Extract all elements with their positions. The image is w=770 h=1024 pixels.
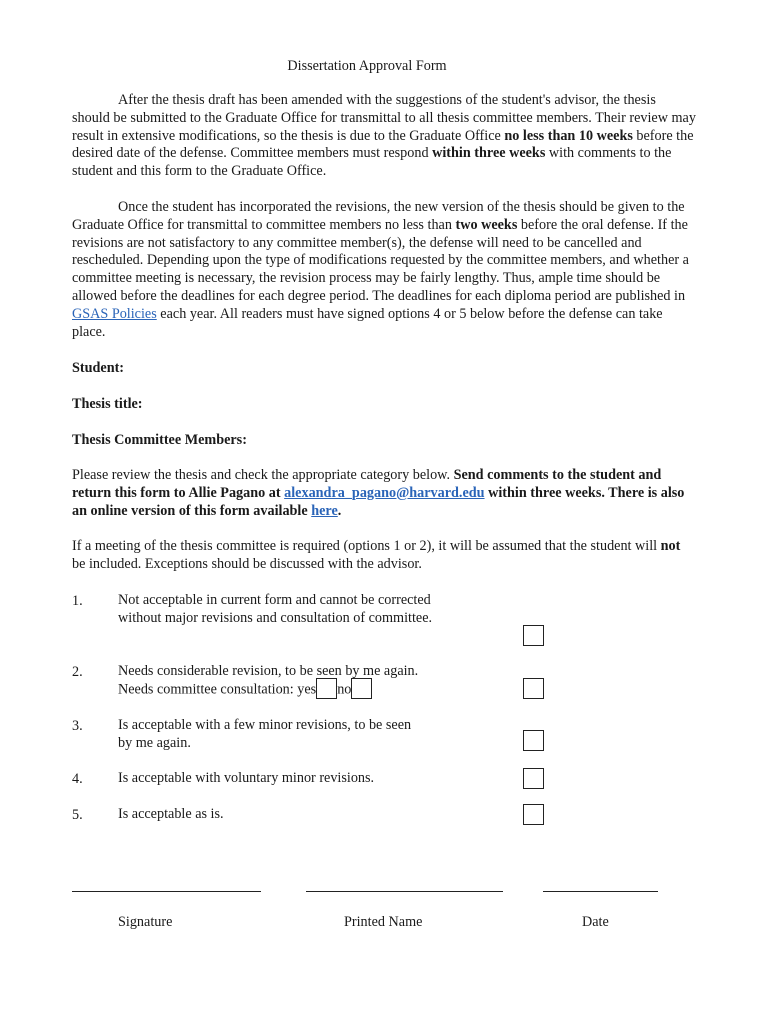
return-instructions: Send comments to the student and return this form to Allie Pagano at alexandra_pagano@harvard.edu within three weeks. There is also an online version of this form available here. <box>72 467 685 519</box>
gsas-policies-link[interactable]: GSAS Policies <box>72 305 157 322</box>
date-label: Date <box>582 914 609 930</box>
review-instructions: Please review the thesis and check the appropriate category below. Send comments to the student and return this form to Allie Pagano at alexandra_pagano@harvard.edu within three weeks. There is also an online version of this form available here. <box>72 467 685 519</box>
meeting-note: If a meeting of the thesis committee is required (options 1 or 2), it will be assumed that the student will not be included. Exceptions should be discussed with the advisor. <box>72 538 681 572</box>
consultation-yes-checkbox[interactable] <box>316 678 337 699</box>
signature-line[interactable] <box>72 891 261 892</box>
option-5-number: 5. <box>72 807 83 823</box>
consultation-no-checkbox[interactable] <box>351 678 372 699</box>
intro-paragraph-1: After the thesis draft has been amended with the suggestions of the student's advisor, the thesis should be submitted to the Graduate Office for transmittal to all thesis committee members. Their review may result in extensive modifications, so the thesis is due to the Graduate Office no less than 10 weeks before the desired date of the defense. Committee members must respond within three weeks with comments to the student and this form to the Graduate Office. <box>72 92 696 180</box>
option-3-text: Is acceptable with a few minor revisions, to be seen by me again. <box>118 717 412 751</box>
student-label: Student: <box>72 360 125 376</box>
option-2-text <box>118 663 458 699</box>
printed-name-label: Printed Name <box>344 914 423 930</box>
option-1-checkbox[interactable] <box>523 625 544 646</box>
option-2-line-1: Needs considerable revision, to be seen by me again. <box>118 663 419 679</box>
thesis-title-label: Thesis title: <box>72 396 143 412</box>
option-3-number: 3. <box>72 718 83 734</box>
printed-name-line[interactable] <box>306 891 503 892</box>
option-4-checkbox[interactable] <box>523 768 544 789</box>
online-form-link[interactable]: here <box>311 502 338 519</box>
two-weeks-emphasis: two weeks <box>455 216 518 233</box>
option-4-text: Is acceptable with voluntary minor revisions. <box>118 770 375 786</box>
option-1-number: 1. <box>72 593 83 609</box>
signature-label: Signature <box>118 914 173 930</box>
option-2-line-2: Needs committee consultation: yes no <box>118 681 458 699</box>
option-5-text: Is acceptable as is. <box>118 806 224 822</box>
intro-paragraph-2: Once the student has incorporated the revisions, the new version of the thesis should be given to the Graduate Office for transmittal to committee members no less than two weeks before the oral defense. If the revisions are not satisfactory to any committee member(s), the defense will need to be cancelled and rescheduled. Depending upon the type of modifications requested by the committee members, and whether a committee meeting is necessary, the revision process may be fairly lengthy. Thus, ample time should be allowed before the deadlines for each degree period. The deadlines for each diploma period are published in GSAS Policies each year. All readers must have signed options 4 or 5 below before the defense can take place. <box>72 199 689 340</box>
option-4-number: 4. <box>72 771 83 787</box>
option-2-number: 2. <box>72 664 83 680</box>
option-5-checkbox[interactable] <box>523 804 544 825</box>
committee-members-label: Thesis Committee Members: <box>72 432 247 448</box>
page-title: Dissertation Approval Form <box>287 58 447 74</box>
date-line[interactable] <box>543 891 658 892</box>
option-2-checkbox[interactable] <box>523 678 544 699</box>
deadline-emphasis: no less than 10 weeks <box>504 127 633 144</box>
response-emphasis: within three weeks <box>432 145 546 162</box>
option-3-checkbox[interactable] <box>523 730 544 751</box>
email-link[interactable]: alexandra_pagano@harvard.edu <box>284 484 485 501</box>
option-1-text: Not acceptable in current form and cannot be corrected without major revisions and consultation of committee. <box>118 592 433 626</box>
